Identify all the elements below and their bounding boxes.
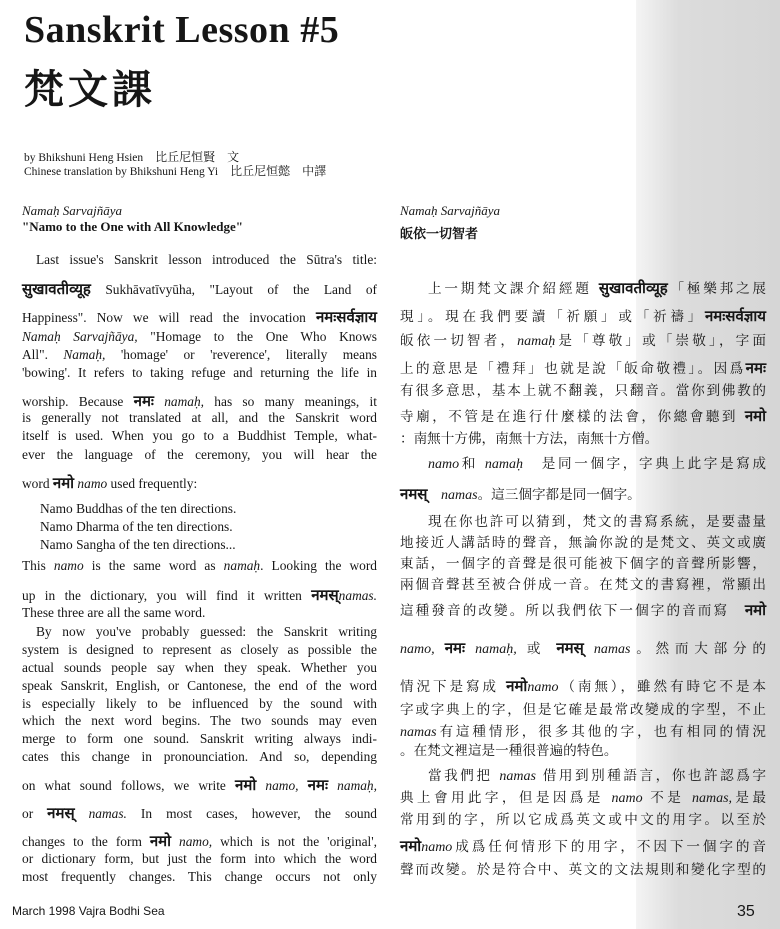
devanagari-word: नमो (52, 476, 75, 492)
author-name: by Bhikshuni Heng Hsien (24, 152, 144, 164)
text-line (36, 624, 377, 640)
text-segment: is the same word as (83, 558, 224, 573)
text-segment (171, 834, 179, 849)
text-line (22, 678, 377, 694)
text-segment: In most cases, however, the sound (126, 806, 377, 821)
devanagari-word: नमो (149, 834, 172, 850)
italic-term: namaḥ, (475, 642, 517, 657)
devanagari-word: नमःसर्वज्ञाय (704, 307, 766, 325)
text-segment (584, 641, 594, 657)
text-line (400, 858, 766, 878)
text-segment: Happiness". Now we will read the invocation (22, 310, 316, 325)
text-segment (256, 778, 265, 793)
text-line (22, 851, 377, 867)
italic-term: namaḥ (223, 558, 261, 573)
text-segment: 「極樂邦之展 (667, 281, 767, 297)
italic-term: namas (499, 769, 536, 784)
devanagari-word: नमस् (400, 485, 428, 503)
text-segment: Namo Sangha of the ten directions... (40, 537, 236, 552)
italic-term: namo (527, 680, 559, 695)
text-segment: 皈依一切智者， (400, 333, 518, 349)
text-segment: 是最 (732, 790, 766, 806)
text-segment: 不是 (642, 790, 692, 806)
italic-term: namas (400, 725, 437, 740)
author-name-zh: 比丘尼恒賢 文 (155, 150, 240, 164)
text-segment: 和 (459, 456, 485, 472)
text-segment: up in the dictionary, you will find it written (22, 588, 312, 603)
text-segment: 借用到別種語言，你也許認爲字 (535, 768, 766, 784)
text-line (40, 501, 377, 517)
text-segment: which is not the 'original', (212, 834, 377, 849)
text-line (22, 473, 377, 493)
italic-term: Namaḥ, (63, 347, 106, 362)
italic-term: namas (593, 642, 631, 657)
text-line (400, 329, 766, 350)
text-segment (435, 641, 445, 657)
text-line (400, 483, 766, 504)
text-segment: Last issue's Sanskrit lesson introduced the Sūtra's title: (36, 252, 377, 267)
right-heading-sanskrit: Namaḥ Sarvajñāya (400, 203, 501, 218)
text-segment: "Homage to the One Who Knows (137, 329, 378, 344)
translator-name-zh: 比丘尼恒懿 中譯 (230, 164, 327, 178)
text-segment: system is designed to represent as closely as possible the (22, 642, 377, 657)
devanagari-word: नमः (133, 394, 154, 410)
devanagari-word: नमस् (47, 806, 75, 822)
text-line (22, 749, 377, 765)
text-line (400, 786, 766, 807)
text-line (400, 379, 766, 399)
text-line (22, 558, 377, 574)
italic-term: namas, (691, 791, 733, 806)
text-segment (299, 778, 308, 793)
text-segment (427, 487, 441, 503)
text-segment: 聲而改變。於是符合中、英文的文法規則和變化字型的 (400, 862, 766, 878)
devanagari-word: नमो (400, 837, 422, 855)
text-segment: cates this change in pronounciation. And so, depending (22, 749, 377, 764)
text-line (22, 831, 377, 851)
devanagari-word: नमः (745, 359, 766, 377)
text-segment: 。在梵文裡這是一種很普遍的特色。 (400, 743, 618, 759)
italic-term: namas (441, 488, 478, 503)
text-line (428, 277, 766, 298)
text-line (400, 573, 766, 593)
devanagari-word: नमः (444, 639, 466, 657)
translator-name: Chinese translation by Bhikshuni Heng Yi (24, 166, 219, 178)
text-segment: 是「尊敬」或「崇敬」，字面 (555, 333, 767, 349)
text-line (22, 803, 377, 823)
text-line (40, 537, 377, 553)
devanagari-word: नमः (307, 778, 328, 794)
text-segment: actual sounds people say when they speak. Whether you (22, 660, 377, 675)
text-line (22, 307, 377, 327)
devanagari-word: नमो (506, 677, 528, 695)
text-segment: most frequently changes. This change occurs not only (22, 869, 377, 884)
text-line (22, 869, 377, 885)
italic-term: namo, (400, 642, 435, 657)
text-segment: ：南無十方佛，南無十方法，南無十方僧。 (400, 431, 659, 447)
text-line (400, 637, 766, 658)
text-line (22, 605, 377, 621)
text-line (428, 764, 766, 785)
text-line (22, 731, 377, 747)
text-line (22, 428, 377, 444)
text-segment: or dictionary form, but just the form into which the word (22, 851, 377, 866)
text-line (428, 510, 766, 530)
italic-term: namo (611, 791, 643, 806)
text-segment: By now you've probably guessed: the Sanskrit writing (36, 624, 377, 639)
text-line (400, 739, 766, 759)
text-segment (154, 394, 164, 409)
italic-term: namas. (88, 806, 127, 821)
text-segment: 情況下是寫成 (400, 679, 507, 695)
text-segment: 或 (516, 641, 557, 657)
text-line (400, 720, 766, 741)
devanagari-word: नमस् (311, 588, 339, 604)
devanagari-word: नमो (744, 601, 766, 619)
text-line (22, 447, 377, 463)
devanagari-word: नमो (235, 778, 257, 794)
text-line (22, 279, 377, 299)
italic-term: Namaḥ Sarvajñāya, (22, 329, 138, 344)
italic-term: namo, (265, 778, 299, 793)
text-segment: on what sound follows, we write (22, 778, 236, 793)
text-line (40, 519, 377, 535)
text-segment: 兩個音聲甚至被合併成一音。在梵文的書寫裡，常顯出 (400, 577, 766, 593)
text-line (400, 357, 766, 378)
text-line (400, 599, 766, 620)
text-segment: This (22, 558, 54, 573)
text-line (400, 835, 766, 856)
text-segment: Namo Dharma of the ten directions. (40, 519, 233, 534)
text-segment: 典上會用此字，但是因爲是 (400, 790, 612, 806)
text-segment: is generally not translated at all, and the Sanskrit word (22, 410, 377, 425)
text-segment (75, 806, 89, 821)
italic-term: namo (421, 840, 453, 855)
text-segment: 常用到的字，所以它成爲英文或中文的用字。以至於 (400, 812, 766, 828)
text-segment: which the next word begins. The two sounds may even (22, 713, 377, 728)
text-segment: All". (22, 347, 64, 362)
devanagari-word: नमो (744, 407, 766, 425)
text-segment: 有這種情形，很多其他的字，也有相同的情況 (436, 724, 766, 740)
text-segment: 有很多意思，基本上就不翻義，只翻音。當你到佛教的 (400, 383, 766, 399)
text-line (400, 808, 766, 828)
right-heading: 皈依一切智者 (400, 227, 479, 242)
text-segment: （南無），雖然有時它不是本 (558, 679, 766, 695)
text-segment: is especially likely to be influenced by the sound with (22, 696, 377, 711)
text-segment (465, 641, 475, 657)
text-segment: ever the language of the ceremony, you will hear the (22, 447, 377, 462)
text-segment: 上的意思是「禮拜」也就是說「皈命敬禮」。因爲 (400, 361, 746, 377)
left-heading-sanskrit: Namaḥ Sarvajñāya (22, 203, 123, 218)
devanagari-word: सुखावतीव्यूह (22, 282, 91, 298)
italic-term: namo (77, 476, 108, 491)
devanagari-word: नमःसर्वज्ञाय (315, 310, 377, 326)
italic-term: namas. (338, 588, 377, 603)
left-heading: "Namo to the One with All Knowledge" (22, 219, 243, 234)
italic-term: namaḥ (517, 334, 556, 349)
italic-term: namaḥ, (337, 778, 377, 793)
italic-term: namaḥ (484, 457, 523, 472)
text-segment: 現在你也許可以猜到，梵文的書寫系統，是要盡量 (428, 514, 766, 530)
page-title: Sanskrit Lesson #5 (24, 9, 340, 51)
text-segment: 東話，一個字的音聲是很可能被下個字的音聲所影響， (400, 556, 766, 572)
text-segment: or (22, 806, 48, 821)
text-segment: 現」。現在我們要讀「祈願」或「祈禱」 (400, 309, 705, 325)
chinese-title: 梵文課 (24, 66, 156, 113)
italic-term: namo (53, 558, 84, 573)
text-line (22, 329, 377, 345)
byline-translator (24, 162, 326, 179)
text-segment: 'bowing'. It refers to taking refuge and returning the life in (22, 365, 377, 380)
text-line (22, 410, 377, 426)
text-line (400, 405, 766, 426)
footer-issue: March 1998 Vajra Bodhi Sea (12, 904, 165, 918)
text-line (22, 713, 377, 729)
text-segment: merge to form one sound. Sanskrit writing always indi- (22, 731, 377, 746)
text-line (22, 696, 377, 712)
text-line (400, 675, 766, 696)
text-segment: worship. Because (22, 394, 134, 409)
text-line (22, 365, 377, 381)
text-segment: 是同一個字，字典上此字是寫成 (523, 456, 767, 472)
devanagari-word: नमस् (556, 639, 584, 657)
text-segment: 地接近人講話時的聲音，無論你說的是梵文、英文或廣 (400, 535, 766, 551)
italic-term: namo, (179, 834, 213, 849)
page-number: 35 (737, 903, 755, 920)
text-segment: Namo Buddhas of the ten directions. (40, 501, 237, 516)
text-line (400, 427, 766, 447)
text-segment: 這種發音的改變。所以我們依下一個字的音而寫 (400, 603, 745, 619)
text-segment: 字或字典上的字，但是它確是最常改變成的字型，不止 (400, 702, 766, 718)
text-segment: speak Sanskrit, English, or Cantonese, the end of the word (22, 678, 377, 693)
text-segment (328, 778, 337, 793)
devanagari-word: सुखावतीव्यूह (598, 279, 668, 297)
text-segment: has so many meanings, it (204, 394, 377, 409)
text-segment: itself is used. When you go to a Buddhist Temple, what- (22, 428, 377, 443)
text-line (36, 252, 377, 268)
text-segment: used frequently: (107, 476, 198, 491)
text-segment: . Looking the word (260, 558, 377, 573)
text-line (22, 585, 377, 605)
text-line (400, 552, 766, 572)
text-segment: Sukhāvatīvyūha, "Layout of the Land of (90, 282, 377, 297)
text-segment: 。然而大部分的 (630, 641, 766, 657)
text-line (400, 698, 766, 718)
text-line (428, 452, 766, 473)
text-line (400, 305, 766, 326)
text-segment: 。這三個字都是同一個字。 (477, 487, 641, 503)
text-segment: changes to the form (22, 834, 150, 849)
text-line (22, 775, 377, 795)
text-line (22, 391, 377, 411)
text-line (400, 531, 766, 551)
text-segment: 上一期梵文課介紹經題 (428, 281, 599, 297)
text-line (22, 347, 377, 363)
text-segment: 當我們把 (428, 768, 500, 784)
text-segment: word (22, 476, 53, 491)
text-segment: 寺廟，不管是在進行什麼樣的法會，你總會聽到 (400, 409, 745, 425)
italic-term: namaḥ, (164, 394, 205, 409)
text-line (22, 642, 377, 658)
italic-term: namo (428, 457, 460, 472)
text-segment: These three are all the same word. (22, 605, 206, 620)
text-segment: 'homage' or 'reverence', literally means (105, 347, 377, 362)
text-segment: 成爲任何情形下的用字，不因下一個字的音 (452, 839, 766, 855)
text-line (22, 660, 377, 676)
